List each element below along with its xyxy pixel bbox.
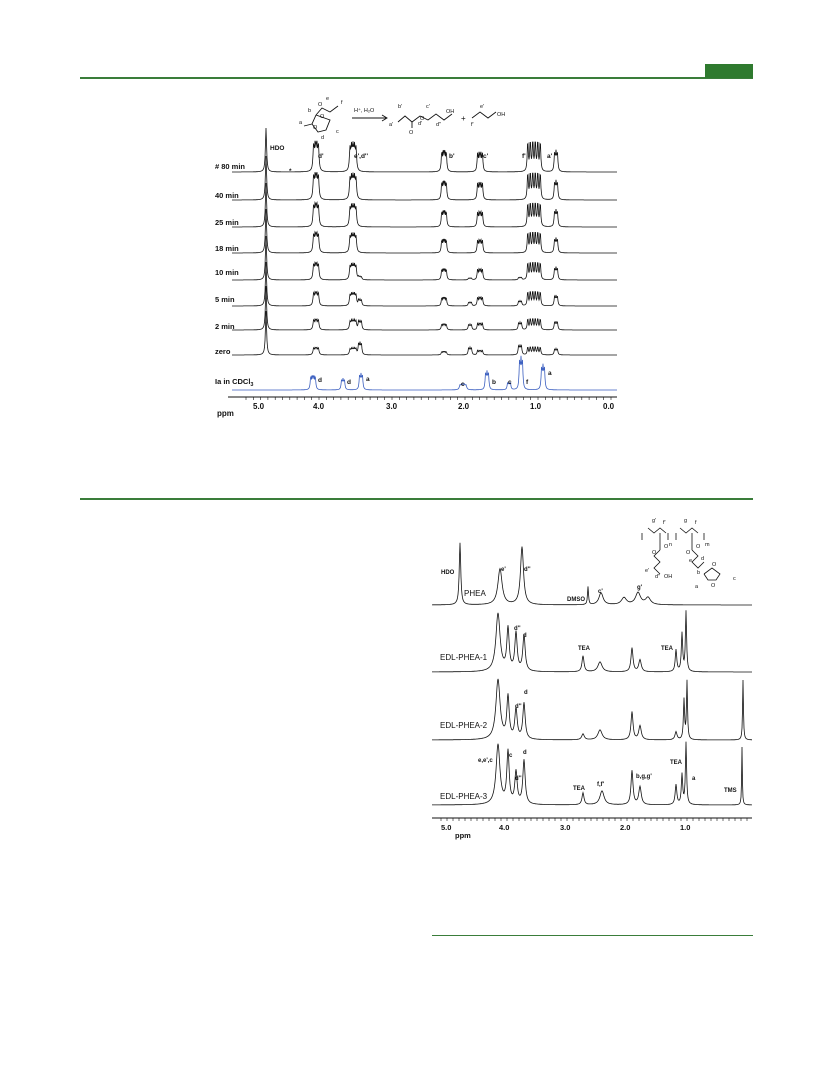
structure-label: O xyxy=(696,544,701,550)
trace-label-5min: 5 min xyxy=(215,295,235,304)
scheme-label: O xyxy=(318,102,323,108)
peak-label: d xyxy=(524,690,528,696)
scheme-label: O xyxy=(409,130,414,136)
peak-label-tms: TMS xyxy=(724,788,737,794)
peak-label: d'' xyxy=(524,567,531,573)
peak-label: f,f' xyxy=(597,782,605,788)
tick-label: 3.0 xyxy=(386,402,398,411)
ref-peak-label: d xyxy=(318,377,322,384)
scheme-label: d'' xyxy=(436,122,442,128)
scheme-label: b' xyxy=(398,104,403,110)
tick-label: 2.0 xyxy=(458,402,470,411)
ref-peak-label: d xyxy=(347,379,351,386)
scheme-label: a' xyxy=(389,122,394,128)
structure-label: O xyxy=(686,550,691,556)
trace-label-zero: zero xyxy=(215,347,231,356)
spectrum-trace xyxy=(232,128,617,172)
structure-label: f xyxy=(695,520,697,526)
scheme-label: OH xyxy=(446,109,455,115)
structure-label: d'' xyxy=(655,574,661,580)
tick-label: 5.0 xyxy=(253,402,265,411)
spectrum-trace xyxy=(232,156,617,200)
structure-label: e' xyxy=(645,568,650,574)
peak-label: c' xyxy=(598,589,603,595)
tick-label: 5.0 xyxy=(441,823,452,832)
structure-label: O xyxy=(712,562,717,568)
structure-label: n xyxy=(669,542,673,548)
trace-label-edl2: EDL-PHEA-2 xyxy=(440,721,488,730)
structure-label: g xyxy=(684,518,688,524)
scheme-label: f xyxy=(341,100,343,106)
peak-label-star: * xyxy=(289,168,292,175)
peak-label: c xyxy=(509,753,513,759)
tick-label: 0.0 xyxy=(603,402,615,411)
tick-label: 1.0 xyxy=(530,402,542,411)
trace-label-25min: 25 min xyxy=(215,218,239,227)
peak-label: e' xyxy=(501,567,506,573)
spectrum-trace xyxy=(232,183,617,227)
scheme-label: b xyxy=(308,108,312,114)
structure-label: m xyxy=(705,542,710,548)
ref-peak-label: f xyxy=(526,379,529,386)
peak-label-tea: TEA xyxy=(578,646,590,652)
peak-label: g' xyxy=(637,585,643,591)
peak-label: e',d'' xyxy=(354,153,369,160)
peak-label: f' xyxy=(522,153,526,160)
scheme-label: f' xyxy=(471,122,474,128)
figure2-traces xyxy=(432,543,752,805)
scheme-label: c' xyxy=(426,104,430,110)
peak-label: d'' xyxy=(515,776,522,782)
scheme-reagent: H⁺, H₂O xyxy=(354,108,375,114)
trace-label-edl1: EDL-PHEA-1 xyxy=(440,653,488,662)
structure-label: OH xyxy=(664,574,673,580)
structure-label: c xyxy=(733,576,736,582)
scheme-label: O xyxy=(320,114,325,120)
peak-label: e,e',c xyxy=(478,758,493,764)
scheme-plus: + xyxy=(461,114,466,123)
scheme-label: OH xyxy=(497,112,506,118)
structure-label: O xyxy=(652,550,657,556)
trace-label-phea: PHEA xyxy=(464,589,486,598)
peak-label: a xyxy=(692,776,696,782)
ref-peak-label: a xyxy=(548,370,552,377)
peak-label-hdo: HDO xyxy=(270,145,285,152)
peak-label-hdo: HDO xyxy=(441,570,455,576)
scheme-label: c xyxy=(336,129,339,135)
structure-label: g' xyxy=(652,518,657,524)
scheme-label: a xyxy=(299,120,303,126)
ref-peak-label: c xyxy=(461,381,465,388)
trace-label-40min: 40 min xyxy=(215,191,239,200)
structure-label: f' xyxy=(663,520,666,526)
peak-label: d'' xyxy=(514,626,521,632)
peak-label: c' xyxy=(483,153,489,160)
scheme-label: O xyxy=(420,116,425,122)
ref-peak-label: c xyxy=(508,379,512,386)
spectrum-trace xyxy=(232,262,617,306)
ref-peak-label: a xyxy=(366,376,370,383)
reference-trace xyxy=(232,356,617,390)
trace-label-18min: 18 min xyxy=(215,244,239,253)
peak-label: d'' xyxy=(515,704,522,710)
scheme-label: e xyxy=(326,96,330,102)
structure-label: a xyxy=(695,584,699,590)
tick-label: 4.0 xyxy=(499,823,510,832)
spectrum-trace xyxy=(232,286,617,330)
structure-label: O xyxy=(711,583,716,589)
peak-label: d xyxy=(523,750,527,756)
peak-label-tea: TEA xyxy=(661,646,673,652)
spectrum-trace-2 xyxy=(432,610,752,672)
axis-unit: ppm xyxy=(455,831,471,840)
trace-label-80min: # 80 min xyxy=(215,162,246,171)
scheme-label: O xyxy=(313,125,318,131)
tick-label: 4.0 xyxy=(313,402,325,411)
structure-label: b xyxy=(697,570,701,576)
peak-label-tea: TEA xyxy=(573,786,585,792)
trace-label-2min: 2 min xyxy=(215,322,235,331)
trace-label-10min: 10 min xyxy=(215,268,239,277)
peak-label-dmso: DMSO xyxy=(567,597,585,603)
spectrum-trace-2 xyxy=(432,679,752,740)
ref-peak-label: b xyxy=(492,379,496,386)
spectrum-trace xyxy=(232,236,617,280)
peak-label: b,g,g' xyxy=(636,774,652,780)
peak-label-tea: TEA xyxy=(670,760,682,766)
peak-label: b' xyxy=(449,153,455,160)
trace-label-edl3: EDL-PHEA-3 xyxy=(440,792,488,801)
tick-label: 2.0 xyxy=(620,823,631,832)
structure-label: O xyxy=(664,544,669,550)
scheme-label: d xyxy=(321,135,325,141)
tick-label: 1.0 xyxy=(680,823,691,832)
spectrum-trace xyxy=(232,311,617,355)
peak-label: a' xyxy=(547,153,553,160)
structure-label: d xyxy=(701,556,705,562)
reference-label: Ia in CDCl$_3$ xyxy=(215,377,254,388)
scheme-label: e' xyxy=(480,104,485,110)
spectrum-trace xyxy=(232,209,617,253)
peak-label: d xyxy=(523,633,527,639)
scheme-label: d' xyxy=(418,121,423,127)
peak-label: d' xyxy=(318,153,324,160)
axis-unit: ppm xyxy=(217,409,234,418)
structure-label: e xyxy=(689,558,693,564)
tick-label: 3.0 xyxy=(560,823,571,832)
